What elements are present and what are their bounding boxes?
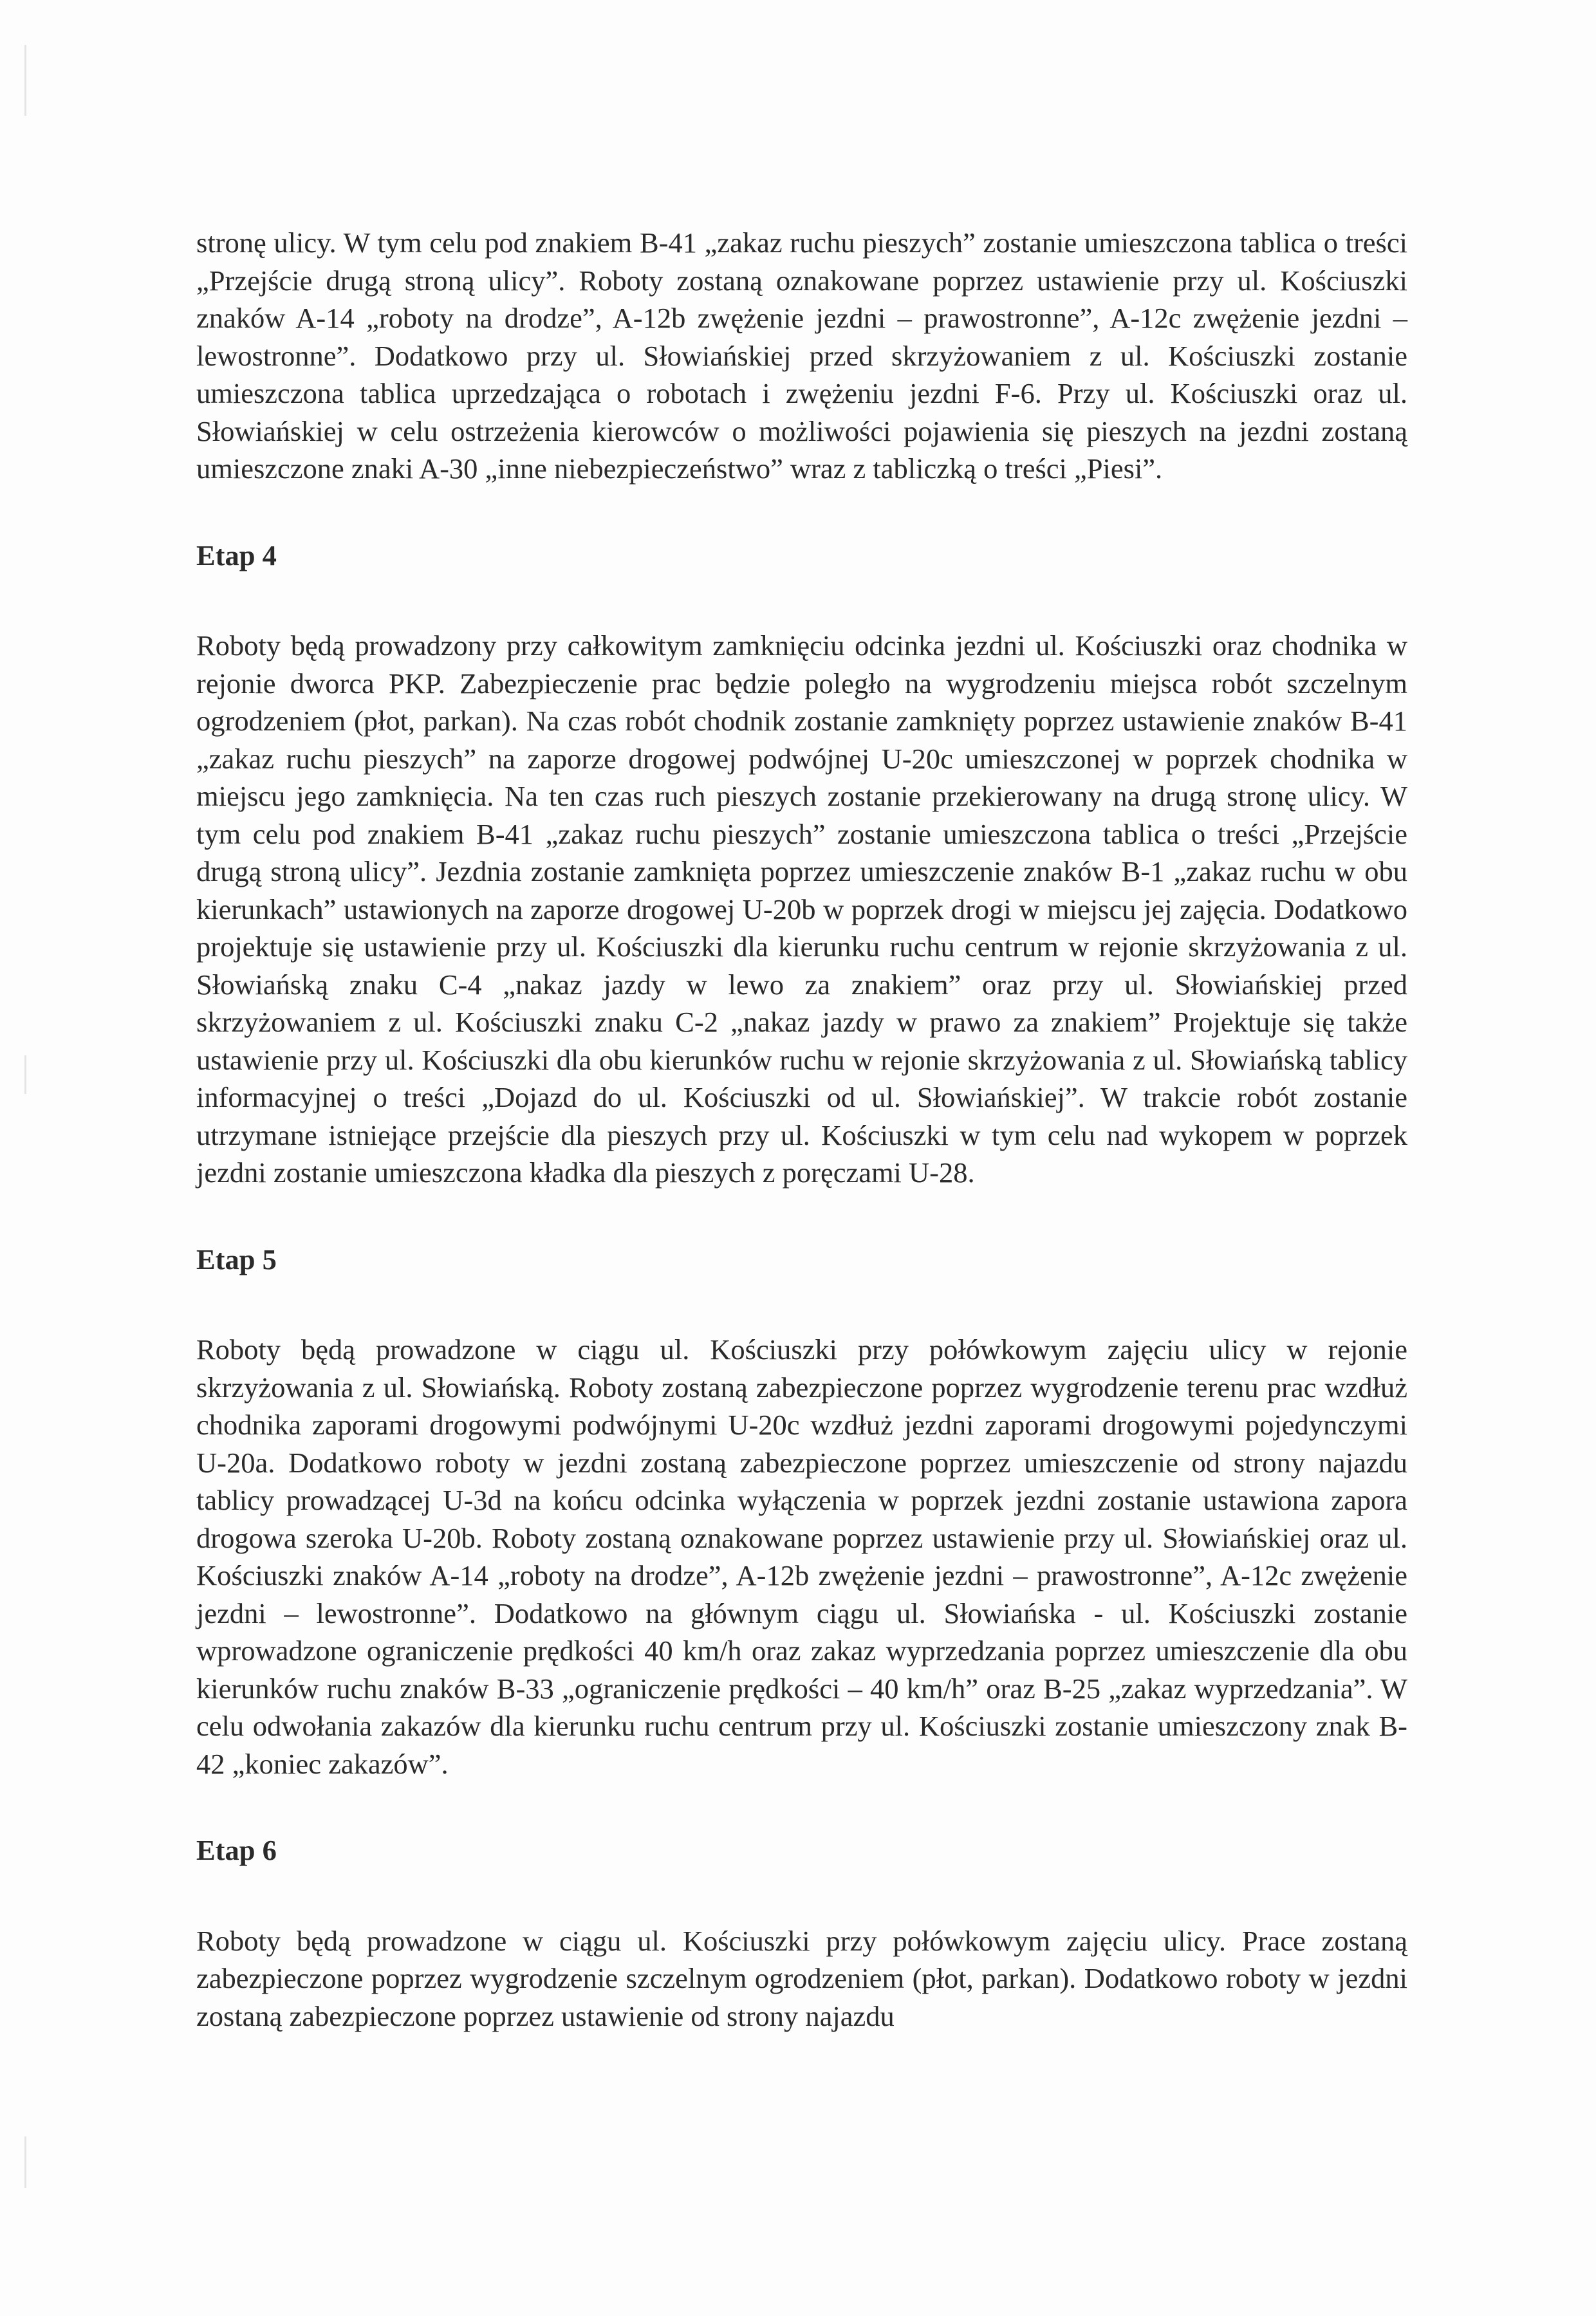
section-heading-etap-6: Etap 6	[196, 1834, 277, 1866]
paragraph-etap-5: Roboty będą prowadzone w ciągu ul. Kościuszki przy połówkowym zajęciu ulicy w rejonie skrzyżowania z ul. Słowiańską. Roboty zostaną zabezpieczone poprzez wygrodzenie terenu prac wzdłuż chodnika zaporami drogowymi podwójnymi U-20c wzdłuż jezdni zaporami drogowymi pojedynczymi U-20a. Dodatkowo roboty w jezdni zostaną zabezpieczone poprzez umieszczenie od strony najazdu tablicy prowadzącej U-3d na końcu odcinka wyłączenia w poprzek jezdni zostanie ustawiona zapora drogowa szeroka U-20b. Roboty zostaną oznakowane poprzez ustawienie przy ul. Słowiańskiej oraz ul. Kościuszki znaków A-14 „roboty na drodze”, A-12b zwężenie jezdni – prawostronne”, A-12c zwężenie jezdni – lewostronne”. Dodatkowo na głównym ciągu ul. Słowiańska - ul. Kościuszki zostanie wprowadzone ograniczenie prędkości 40 km/h oraz zakaz wyprzedzania poprzez umieszczenie dla obu kierunków ruchu znaków B-33 „ograniczenie prędkości – 40 km/h” oraz B-25 „zakaz wyprzedzania”. W celu odwołania zakazów dla kierunku ruchu centrum przy ul. Kościuszki zostanie umieszczony znak B-42 „koniec zakazów”.	[196, 1333, 1407, 1780]
paragraph-etap-6: Roboty będą prowadzone w ciągu ul. Kościuszki przy połówkowym zajęciu ulicy. Prace zostaną zabezpieczone poprzez wygrodzenie szczelnym ogrodzeniem (płot, parkan). Dodatkowo roboty w jezdni zostaną zabezpieczone poprzez ustawienie od strony najazdu	[196, 1924, 1407, 2032]
scan-edge-mark	[24, 2136, 26, 2188]
section-heading-etap-4: Etap 4	[196, 539, 277, 571]
document-body	[196, 224, 1407, 2035]
scan-edge-mark	[24, 1055, 26, 1094]
paragraph-etap-4: Roboty będą prowadzony przy całkowitym zamknięciu odcinka jezdni ul. Kościuszki oraz chodnika w rejonie dworca PKP. Zabezpieczenie prac będzie poległo na wygrodzeniu miejsca robót szczelnym ogrodzeniem (płot, parkan). Na czas robót chodnik zostanie zamknięty poprzez ustawienie znaków B-41 „zakaz ruchu pieszych” na zaporze drogowej podwójnej U-20c umieszczonej w poprzek chodnika w miejscu jego zamknięcia. Na ten czas ruch pieszych zostanie przekierowany na drugą stronę ulicy. W tym celu pod znakiem B-41 „zakaz ruchu pieszych” zostanie umieszczona tablica o treści „Przejście drugą stroną ulicy”. Jezdnia zostanie zamknięta poprzez umieszczenie znaków B-1 „zakaz ruchu w obu kierunkach” ustawionych na zaporze drogowej U-20b w poprzek drogi w miejscu jej zajęcia. Dodatkowo projektuje się ustawienie przy ul. Kościuszki dla kierunku ruchu centrum w rejonie skrzyżowania z ul. Słowiańską znaku C-4 „nakaz jazdy w lewo za znakiem” oraz przy ul. Słowiańskiej przed skrzyżowaniem z ul. Kościuszki znaku C-2 „nakaz jazdy w prawo za znakiem” Projektuje się także ustawienie przy ul. Kościuszki dla obu kierunków ruchu w rejonie skrzyżowania z ul. Słowiańską tablicy informacyjnej o treści „Dojazd do ul. Kościuszki od ul. Słowiańskiej”. W trakcie robót zostanie utrzymane istniejące przejście dla pieszych przy ul. Kościuszki w tym celu nad wykopem w poprzek jezdni zostanie umieszczona kładka dla pieszych z poręczami U-28.	[196, 629, 1407, 1189]
paragraph-continuation: stronę ulicy. W tym celu pod znakiem B-41 „zakaz ruchu pieszych” zostanie umieszczona tablica o treści „Przejście drugą stroną ulicy”. Roboty zostaną oznakowane poprzez ustawienie przy ul. Kościuszki znaków A-14 „roboty na drodze”, A-12b zwężenie jezdni – prawostronne”, A-12c zwężenie jezdni – lewostronne”. Dodatkowo przy ul. Słowiańskiej przed skrzyżowaniem z ul. Kościuszki zostanie umieszczona tablica uprzedzająca o robotach i zwężeniu jezdni F-6. Przy ul. Kościuszki oraz ul. Słowiańskiej w celu ostrzeżenia kierowców o możliwości pojawienia się pieszych na jezdni zostaną umieszczone znaki A-30 „inne niebezpieczeństwo” wraz z tabliczką o treści „Piesi”.	[196, 227, 1407, 485]
scan-edge-mark	[24, 45, 26, 116]
section-heading-etap-5: Etap 5	[196, 1243, 277, 1275]
